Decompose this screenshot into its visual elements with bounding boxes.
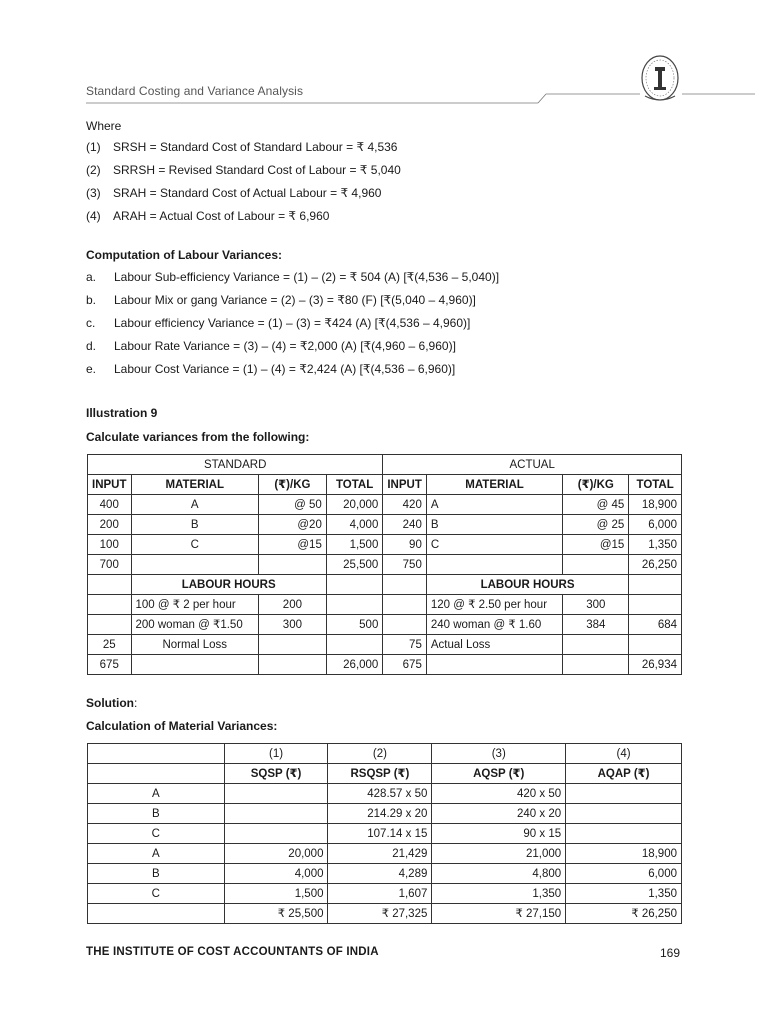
table-cell: C (131, 535, 258, 555)
column-header: INPUT (383, 475, 427, 495)
variance-text: Labour Sub-efficiency Variance = (1) – (2) = ₹ 504 (A) [₹(4,536 – 5,040)] (114, 270, 500, 284)
column-number: (1) (224, 744, 328, 764)
table-row (88, 864, 682, 884)
variance-item (86, 339, 706, 362)
table-cell (629, 575, 682, 595)
table-cell: 26,250 (629, 555, 682, 575)
table-header-row (88, 475, 682, 495)
table-cell: @ 50 (258, 495, 326, 515)
table-cell: 6,000 (629, 515, 682, 535)
material-variances-heading: Calculation of Material Variances: (86, 719, 278, 733)
column-number: (3) (432, 744, 566, 764)
running-header-title: Standard Costing and Variance Analysis (86, 84, 304, 98)
definition-number: (3) (86, 186, 101, 200)
table-row (88, 784, 682, 804)
table-cell: 4,000 (326, 515, 383, 535)
definition-item (86, 163, 686, 186)
table-row (88, 615, 682, 635)
variance-item (86, 293, 706, 316)
table-row (88, 555, 682, 575)
definition-number: (4) (86, 209, 101, 223)
table-cell: A (131, 495, 258, 515)
table-cell: 500 (326, 615, 383, 635)
labour-hours-header: LABOUR HOURS (426, 575, 628, 595)
table-row (88, 515, 682, 535)
table-cell (383, 575, 427, 595)
table-cell: 4,800 (432, 864, 566, 884)
table-row (88, 635, 682, 655)
table-cell (383, 595, 427, 615)
table-cell: 300 (258, 615, 326, 635)
table-row (88, 455, 682, 475)
standard-actual-table (87, 454, 682, 675)
table-cell: 240 x 20 (432, 804, 566, 824)
table-cell (258, 555, 326, 575)
table-cell: 300 (563, 595, 629, 615)
table-cell (88, 764, 225, 784)
column-header: AQSP (₹) (432, 764, 566, 784)
table-cell: 1,500 (224, 884, 328, 904)
table-cell: 1,350 (432, 884, 566, 904)
table-cell (563, 555, 629, 575)
table-row (88, 844, 682, 864)
variance-text: Labour efficiency Variance = (1) – (3) = ₹424 (A) [₹(4,536 – 4,960)] (114, 316, 471, 330)
table-cell: A (426, 495, 562, 515)
table-cell: 700 (88, 555, 132, 575)
table-cell: 90 (383, 535, 427, 555)
table-cell: 100 @ ₹ 2 per hour (131, 595, 258, 615)
table-cell: 684 (629, 615, 682, 635)
table-cell (88, 575, 132, 595)
table-cell (258, 635, 326, 655)
table-cell (566, 804, 682, 824)
table-cell: 18,900 (629, 495, 682, 515)
variance-item (86, 362, 706, 385)
cost-definitions-list (86, 140, 686, 232)
variance-item (86, 270, 706, 293)
table-cell (131, 555, 258, 575)
table-cell (426, 655, 562, 675)
table-cell: 1,350 (566, 884, 682, 904)
table-cell: @20 (258, 515, 326, 535)
table-cell (566, 784, 682, 804)
column-header: TOTAL (326, 475, 383, 495)
table-cell (88, 615, 132, 635)
column-header: (₹)/KG (258, 475, 326, 495)
table-cell (88, 744, 225, 764)
table-cell: 214.29 x 20 (328, 804, 432, 824)
table-cell (258, 655, 326, 675)
table-cell: 26,000 (326, 655, 383, 675)
table-cell: 420 (383, 495, 427, 515)
page-number: 169 (660, 946, 681, 960)
variance-text: Labour Mix or gang Variance = (2) – (3) = ₹80 (F) [₹(5,040 – 4,960)] (114, 293, 476, 307)
definition-item (86, 186, 686, 209)
table-cell: C (88, 884, 225, 904)
table-cell (224, 804, 328, 824)
table-cell: 200 (258, 595, 326, 615)
labour-variances-list (86, 270, 706, 385)
institute-emblem-icon (637, 52, 683, 108)
illustration-subtitle: Calculate variances from the following: (86, 430, 310, 444)
table-cell: 75 (383, 635, 427, 655)
solution-colon: : (134, 696, 138, 710)
definition-text: ARAH = Actual Cost of Labour = ₹ 6,960 (113, 209, 330, 223)
table-cell (326, 635, 383, 655)
table-cell: 428.57 x 50 (328, 784, 432, 804)
table-cell: @ 45 (563, 495, 629, 515)
table-cell: @15 (258, 535, 326, 555)
table-cell: A (88, 844, 225, 864)
table-cell: @15 (563, 535, 629, 555)
definition-number: (2) (86, 163, 101, 177)
labour-hours-header-row (88, 575, 682, 595)
table-cell: B (88, 864, 225, 884)
table-cell (426, 555, 562, 575)
table-row (88, 655, 682, 675)
column-number: (2) (328, 744, 432, 764)
table-cell (326, 595, 383, 615)
table-cell: 26,934 (629, 655, 682, 675)
table-row (88, 884, 682, 904)
definition-text: SRSH = Standard Cost of Standard Labour = ₹ 4,536 (113, 140, 398, 154)
labour-hours-header: LABOUR HOURS (131, 575, 326, 595)
table-cell: B (426, 515, 562, 535)
table-cell (563, 655, 629, 675)
table-cell (383, 615, 427, 635)
variance-letter: d. (86, 339, 97, 353)
table-cell (88, 904, 225, 924)
column-number-row (88, 744, 682, 764)
actual-group-header: ACTUAL (383, 455, 682, 475)
table-cell: 240 woman @ ₹ 1.60 (426, 615, 562, 635)
table-cell: 20,000 (326, 495, 383, 515)
variance-letter: c. (86, 316, 96, 330)
column-header: RSQSP (₹) (328, 764, 432, 784)
table-cell: 107.14 x 15 (328, 824, 432, 844)
variance-letter: e. (86, 362, 97, 376)
table-cell (224, 824, 328, 844)
table-cell: B (131, 515, 258, 535)
table-cell: 25 (88, 635, 132, 655)
table-cell: 1,350 (629, 535, 682, 555)
table-cell: 1,607 (328, 884, 432, 904)
where-label: Where (86, 119, 122, 133)
definition-item (86, 209, 686, 232)
table-cell: C (426, 535, 562, 555)
column-header: MATERIAL (131, 475, 258, 495)
table-cell (224, 784, 328, 804)
table-cell: 420 x 50 (432, 784, 566, 804)
table-cell: 400 (88, 495, 132, 515)
table-cell: C (88, 824, 225, 844)
variance-letter: a. (86, 270, 97, 284)
definition-number: (1) (86, 140, 101, 154)
table-cell (88, 595, 132, 615)
table-cell: 18,900 (566, 844, 682, 864)
standard-group-header: STANDARD (88, 455, 383, 475)
table-cell (566, 824, 682, 844)
table-cell: ₹ 27,325 (328, 904, 432, 924)
table-cell (629, 635, 682, 655)
variance-text: Labour Cost Variance = (1) – (4) = ₹2,424 (A) [₹(4,536 – 6,960)] (114, 362, 456, 376)
variance-letter: b. (86, 293, 97, 307)
table-cell: 200 woman @ ₹1.50 (131, 615, 258, 635)
table-cell: 21,000 (432, 844, 566, 864)
column-header: TOTAL (629, 475, 682, 495)
variance-text: Labour Rate Variance = (3) – (4) = ₹2,000 (A) [₹(4,960 – 6,960)] (114, 339, 456, 353)
table-cell: 675 (88, 655, 132, 675)
table-cell: 200 (88, 515, 132, 535)
table-cell: 384 (563, 615, 629, 635)
table-cell (629, 595, 682, 615)
column-number: (4) (566, 744, 682, 764)
table-row (88, 495, 682, 515)
table-cell: ₹ 26,250 (566, 904, 682, 924)
table-row (88, 595, 682, 615)
table-cell: Actual Loss (426, 635, 562, 655)
table-cell: 100 (88, 535, 132, 555)
table-cell (326, 575, 383, 595)
labour-variances-heading: Computation of Labour Variances: (86, 248, 283, 262)
table-cell: 4,289 (328, 864, 432, 884)
table-row (88, 804, 682, 824)
table-cell: @ 25 (563, 515, 629, 535)
table-cell: 21,429 (328, 844, 432, 864)
table-cell: Normal Loss (131, 635, 258, 655)
table-cell (563, 635, 629, 655)
table-cell: 120 @ ₹ 2.50 per hour (426, 595, 562, 615)
table-row (88, 824, 682, 844)
totals-row (88, 904, 682, 924)
table-cell: B (88, 804, 225, 824)
table-row (88, 535, 682, 555)
table-cell: ₹ 25,500 (224, 904, 328, 924)
table-cell (131, 655, 258, 675)
definition-item (86, 140, 686, 163)
solution-line (86, 696, 137, 710)
table-cell: 20,000 (224, 844, 328, 864)
variance-item (86, 316, 706, 339)
definition-text: SRAH = Standard Cost of Actual Labour = ₹ 4,960 (113, 186, 382, 200)
column-header: MATERIAL (426, 475, 562, 495)
table-cell: ₹ 27,150 (432, 904, 566, 924)
table-cell: A (88, 784, 225, 804)
table-cell: 6,000 (566, 864, 682, 884)
column-header: AQAP (₹) (566, 764, 682, 784)
table-cell: 750 (383, 555, 427, 575)
table-cell: 675 (383, 655, 427, 675)
table-cell: 90 x 15 (432, 824, 566, 844)
table-cell: 25,500 (326, 555, 383, 575)
column-header: (₹)/KG (563, 475, 629, 495)
material-variance-table (87, 743, 682, 924)
table-cell: 1,500 (326, 535, 383, 555)
column-header: SQSP (₹) (224, 764, 328, 784)
definition-text: SRRSH = Revised Standard Cost of Labour = ₹ 5,040 (113, 163, 401, 177)
illustration-title: Illustration 9 (86, 406, 158, 420)
table-header-row (88, 764, 682, 784)
table-cell: 4,000 (224, 864, 328, 884)
table-cell: 240 (383, 515, 427, 535)
solution-label: Solution (86, 696, 134, 710)
footer-organization: THE INSTITUTE OF COST ACCOUNTANTS OF INDIA (86, 946, 379, 958)
column-header: INPUT (88, 475, 132, 495)
